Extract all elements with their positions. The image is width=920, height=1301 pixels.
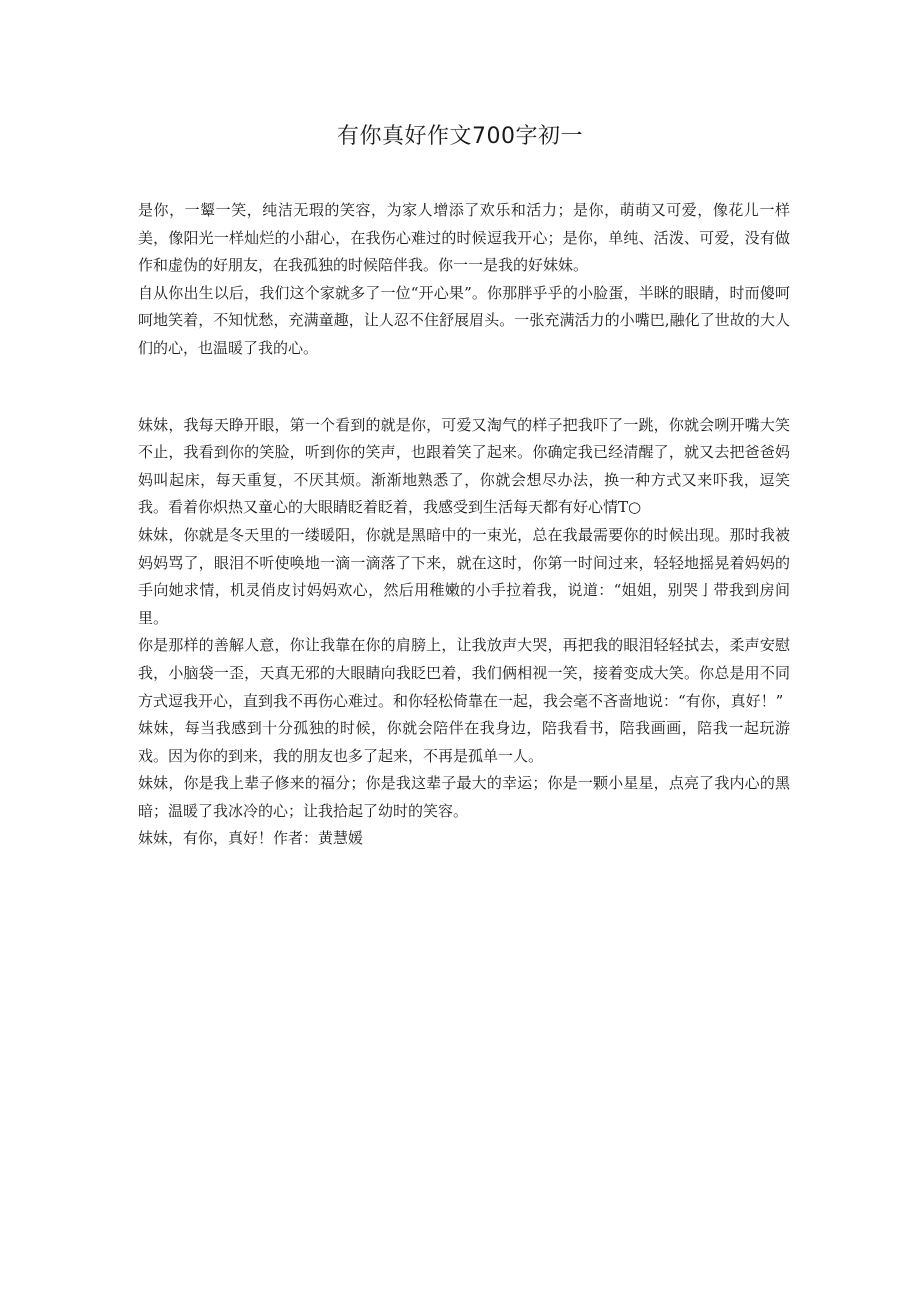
paragraph-5: 你是那样的善解人意，你让我靠在你的肩膀上，让我放声大哭，再把我的眼泪轻轻拭去，柔声安慰我，小脑袋一歪，天真无邪的大眼睛向我眨巴着，我们俩相视一笑，接着变成大笑。你总是用不同方式逗我开心，直到我不再伤心难过。和你轻松倚靠在一起，我会毫不吝啬地说：“有你，真好！” (138, 636, 790, 710)
paragraph-7: 妹妹，你是我上辈子修来的福分；你是我这辈子最大的幸运；你是一颗小星星，点亮了我内心的黑暗；温暖了我冰冷的心；让我拾起了幼时的笑容。 (138, 774, 790, 820)
document-title: 有你真好作文700字初一 (337, 124, 583, 149)
document-body (138, 197, 790, 853)
paragraph-1: 是你，一颦一笑，纯洁无瑕的笑容，为家人增添了欢乐和活力；是你，萌萌又可爱，像花儿一样美，像阳光一样灿烂的小甜心，在我伤心难过的时候逗我开心；是你，单纯、活泼、可爱，没有做作和虚伪的好朋友，在我孤独的时候陪伴我。你一一是我的好妹妹。 (138, 201, 790, 275)
paragraph-4: 妹妹，你就是冬天里的一缕暖阳，你就是黑暗中的一束光，总在我最需要你的时候出现。那时我被妈妈骂了，眼泪不听使唤地一滴一滴落了下来，就在这时，你第一时间过来，轻轻地摇晃着妈妈的手向她求情，机灵俏皮讨妈妈欢心，然后用稚嫩的小手拉着我，说道：“姐姐，别哭亅带我到房间里。 (138, 525, 790, 627)
paragraph-8: 妹妹，有你，真好！作者：黄慧媛 (138, 829, 364, 848)
paragraph-6: 妹妹，每当我感到十分孤独的时候，你就会陪伴在我身边，陪我看书，陪我画画，陪我一起玩游戏。因为你的到来，我的朋友也多了起来，不再是孤单一人。 (138, 719, 790, 765)
paragraph-spacer (138, 363, 790, 412)
paragraph-2: 自从你出生以后，我们这个家就多了一位“开心果”。你那胖乎乎的小脸蛋，半眯的眼睛，时而傻呵呵地笑着，不知忧愁，充满童趣，让人忍不住舒展眉头。一张充满活力的小嘴巴,融化了世故的大人们的心，也温暖了我的心。 (138, 283, 790, 357)
paragraph-3: 妹妹，我每天睁开眼，第一个看到的就是你，可爱又淘气的样子把我吓了一跳，你就会咧开嘴大笑不止，我看到你的笑脸，听到你的笑声，也跟着笑了起来。你确定我已经清醒了，就又去把爸爸妈妈叫起床，每天重复，不厌其烦。渐渐地熟悉了，你就会想尽办法，换一种方式又来吓我，逗笑我。看着你炽热又童心的大眼睛眨着眨着，我感受到生活每天都有好心情T○ (138, 415, 790, 517)
